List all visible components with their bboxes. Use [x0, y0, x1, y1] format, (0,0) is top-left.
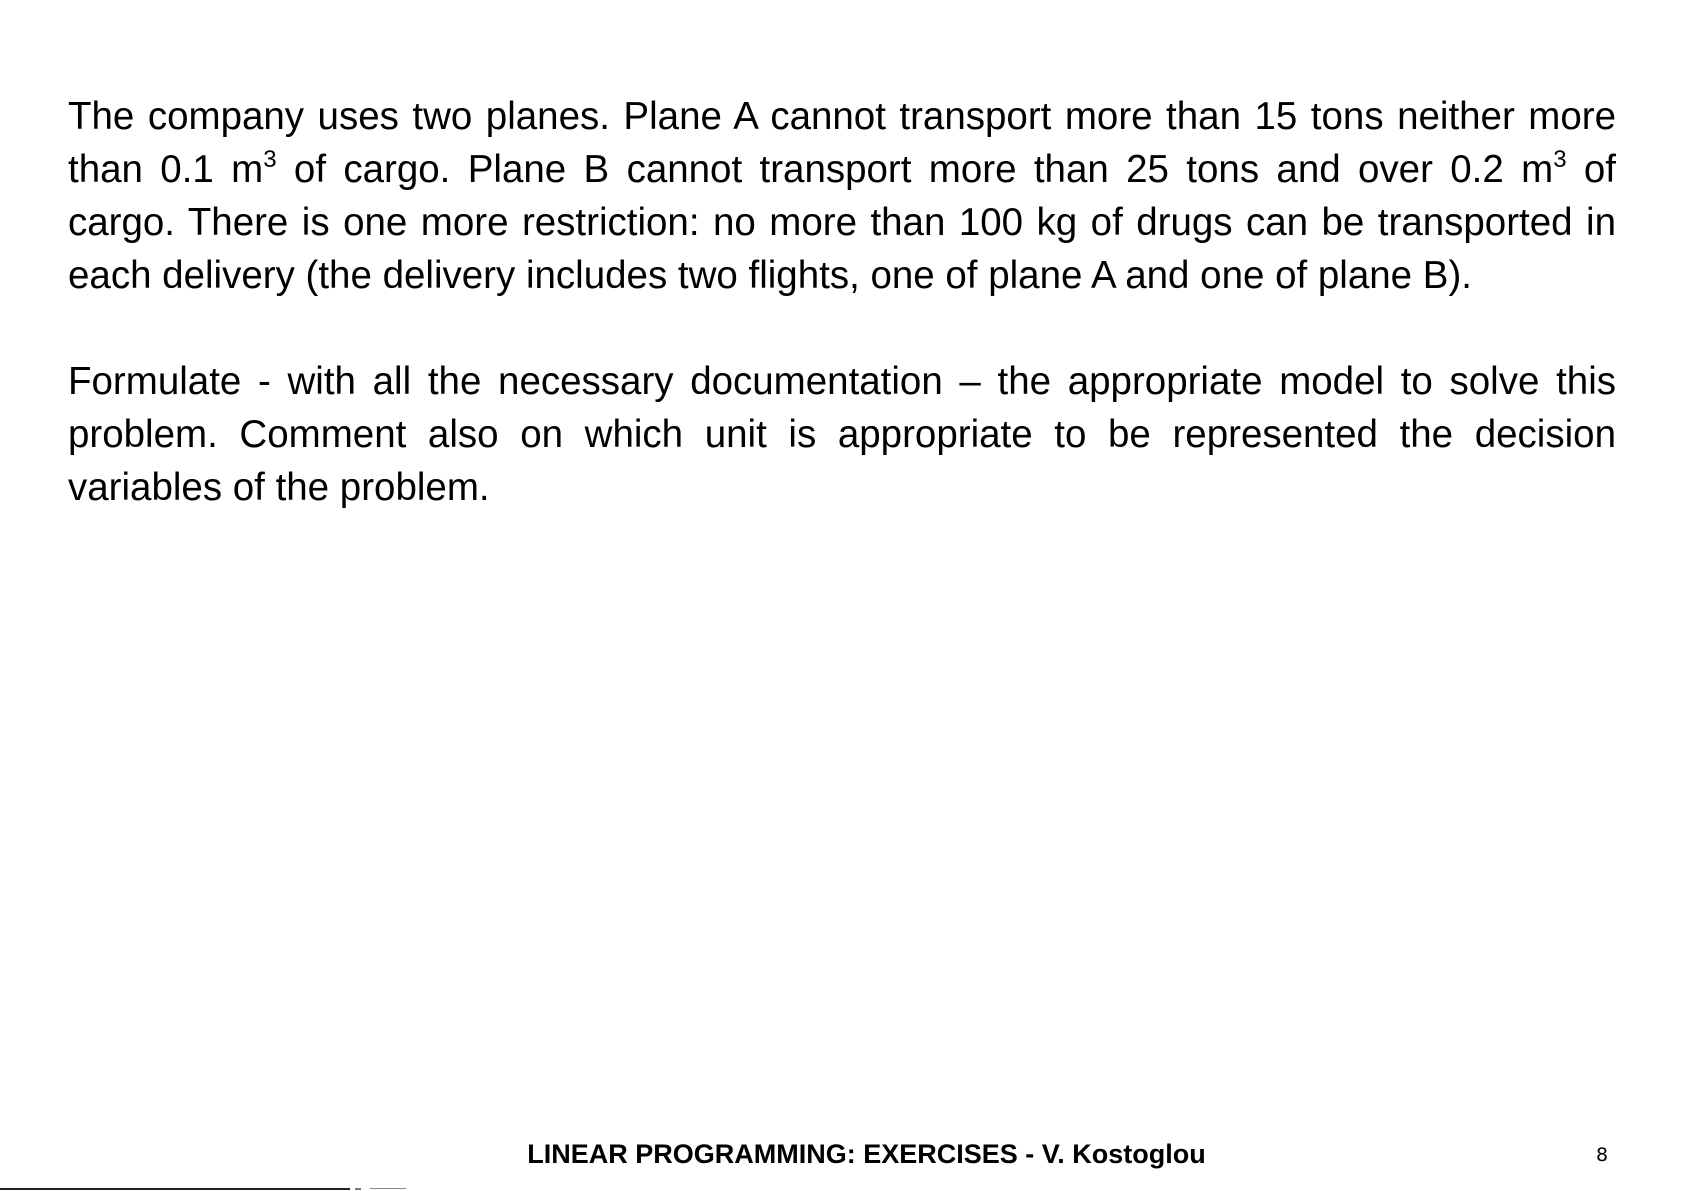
bottom-divider-mark: [355, 1188, 361, 1190]
task-instruction-paragraph: Formulate - with all the necessary documentation – the appropriate model to solve this problem. Comment also on which unit is appropriate to be represented the decision variables of the problem.: [68, 360, 1616, 509]
page-number: 8: [1596, 1144, 1609, 1166]
paragraph-text: of cargo. There is one more restriction: no more than 100 kg of drugs can be transported in each delivery (the delivery includes two flights, one of plane A and one of plane B).: [68, 148, 1617, 297]
paragraph-text: of cargo. Plane B cannot transport more than 25 tons and over 0.2 m: [276, 148, 1554, 191]
page-footer: [0, 1136, 1685, 1172]
footer-title: LINEAR PROGRAMMING: EXERCISES - V. Kostoglou: [527, 1139, 1206, 1169]
superscript-exponent: 3: [263, 146, 277, 173]
problem-statement-paragraph: [68, 90, 1616, 302]
superscript-exponent: 3: [1553, 146, 1567, 173]
paragraph-text: The company uses two planes. Plane A cannot transport more than 15 tons neither more than 0.1 m: [68, 95, 1616, 191]
bottom-divider-mark: [370, 1188, 406, 1189]
bottom-divider: [0, 1188, 350, 1190]
document-body: [68, 90, 1616, 514]
